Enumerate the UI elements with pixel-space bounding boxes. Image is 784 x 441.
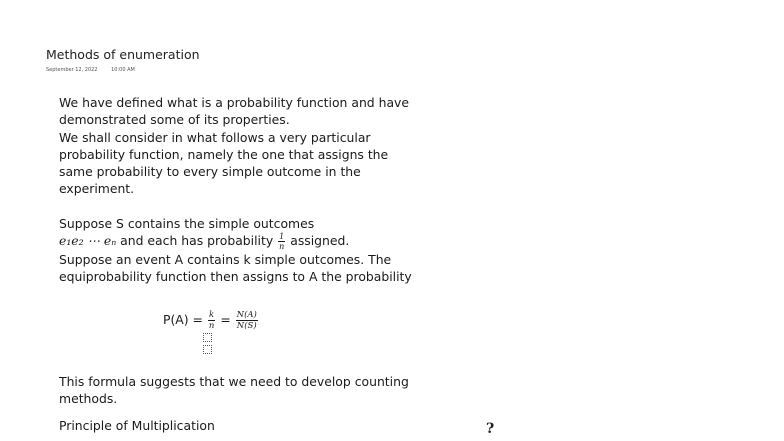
- probability-formula: [163, 310, 259, 331]
- text-line: This formula suggests that we need to develop counting: [59, 374, 409, 389]
- text-line-with-math: [59, 232, 419, 251]
- note-body: [59, 94, 419, 286]
- probability-fraction: [278, 232, 285, 251]
- text-line: same probability to every simple outcome in the: [59, 164, 361, 180]
- page-title: Methods of enumeration: [46, 47, 200, 62]
- fraction-numerator: 1: [279, 232, 285, 242]
- text-line: probability function, namely the one that assigns the: [59, 146, 389, 162]
- page-time: 10:00 AM: [111, 67, 135, 73]
- text-line: Suppose an event A contains k simple outcomes. The: [59, 252, 392, 268]
- text-fragment: and each has probability: [116, 233, 278, 249]
- formula-fraction-k-n: [208, 310, 215, 331]
- text-line: Suppose S contains the simple outcomes: [59, 215, 315, 231]
- equation-placeholder-box[interactable]: [203, 345, 212, 354]
- fraction-numerator: N(A): [236, 310, 257, 320]
- ink-mark: ?: [486, 421, 495, 437]
- formula-lhs: P(A) =: [163, 312, 207, 327]
- equation-placeholders: [203, 333, 212, 357]
- fraction-numerator: k: [209, 310, 215, 320]
- text-line: equiprobability function then assigns to A the probability: [59, 269, 412, 285]
- page-meta: [46, 67, 135, 73]
- text-fragment: assigned.: [286, 233, 350, 249]
- text-line: We shall consider in what follows a very particular: [59, 129, 371, 145]
- text-line: demonstrated some of its properties.: [59, 112, 290, 128]
- page-date: September 12, 2022: [46, 67, 98, 73]
- formula-equals: =: [216, 312, 235, 327]
- text-line: methods.: [59, 391, 118, 407]
- paragraph-gap: [59, 198, 419, 215]
- section-heading: Principle of Multiplication: [59, 418, 215, 433]
- fraction-denominator: n: [208, 321, 215, 331]
- text-line: experiment.: [59, 181, 135, 197]
- text-line: We have defined what is a probability function and have: [59, 95, 409, 110]
- formula-fraction-counts: [236, 310, 258, 331]
- outcomes-expression: e₁e₂ ⋯ eₙ: [59, 233, 117, 249]
- equation-placeholder-box[interactable]: [203, 333, 212, 342]
- fraction-denominator: N(S): [236, 321, 257, 331]
- fraction-denominator: n: [279, 242, 285, 252]
- note-body-continued: [59, 373, 409, 408]
